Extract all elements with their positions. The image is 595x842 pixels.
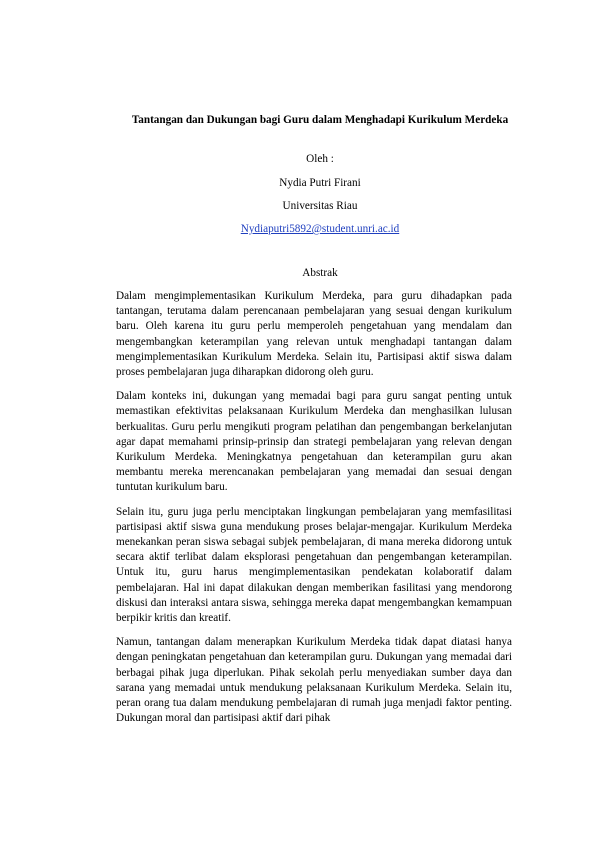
author-name: Nydia Putri Firani xyxy=(279,177,361,189)
author-affiliation: Universitas Riau xyxy=(282,200,358,212)
abstract-paragraph: Namun, tantangan dalam menerapkan Kurikulum Merdeka tidak dapat diatasi hanya dengan peningkatan pengetahuan dan keterampilan guru. Dukungan yang memadai dari berbagai pihak juga diperlukan. Pihak sekolah perlu menyediakan sumber daya dan sarana yang memadai untuk mendukung pelaksanaan Kurikulum Merdeka. Selain itu, peran orang tua dalam mendukung pembelajaran di rumah juga menjadi faktor penting. Dukungan moral dan partisipasi aktif dari pihak xyxy=(116,636,512,725)
abstract-paragraph: Selain itu, guru juga perlu menciptakan lingkungan pembelajaran yang memfasilitasi partisipasi aktif siswa guna mendukung proses belajar-mengajar. Kurikulum Merdeka menekankan peran siswa sebagai subjek pembelajaran, di mana mereka didorong untuk secara aktif terlibat dalam eksplorasi pengetahuan dan pengembangan keterampilan. Untuk itu, guru harus mengimplementasikan pendekatan kolaboratif dalam pembelajaran. Hal ini dapat dilakukan dengan memberikan fasilitasi yang mendorong diskusi dan interaksi antara siswa, sehingga mereka dapat mengembangkan kemampuan berpikir kritis dan kreatif. xyxy=(116,505,512,625)
abstract-paragraph: Dalam mengimplementasikan Kurikulum Merdeka, para guru dihadapkan pada tantangan, terutama dalam perencanaan pembelajaran yang sesuai dengan kurikulum baru. Oleh karena itu guru perlu memperoleh pengetahuan yang mendalam dan mengembangkan keterampilan yang relevan untuk menghadapi tantangan dalam mengimplementasikan Kurikulum Merdeka. Selain itu, Partisipasi aktif siswa dalam proses pembelajaran juga diharapkan didorong oleh guru. xyxy=(116,290,512,379)
paper-title: Tantangan dan Dukungan bagi Guru dalam Menghadapi Kurikulum Merdeka xyxy=(131,114,509,126)
author-email-link[interactable]: Nydiaputri5892@student.unri.ac.id xyxy=(240,223,400,235)
abstract-body xyxy=(116,289,512,735)
abstract-paragraph: Dalam konteks ini, dukungan yang memadai bagi para guru sangat penting untuk memastikan efektivitas pelaksanaan Kurikulum Merdeka dan menghasilkan lulusan berkualitas. Guru perlu mengikuti program pelatihan dan pengembangan berkelanjutan agar dapat memahami prinsip-prinsip dan strategi pembelajaran yang relevan dengan Kurikulum Merdeka. Meningkatnya pengetahuan dan keterampilan guru akan membantu mereka merencanakan pembelajaran yang memadai dan sesuai dengan tuntutan kurikulum baru. xyxy=(116,390,512,494)
by-label: Oleh : xyxy=(306,153,334,165)
abstract-heading: Abstrak xyxy=(302,267,338,279)
